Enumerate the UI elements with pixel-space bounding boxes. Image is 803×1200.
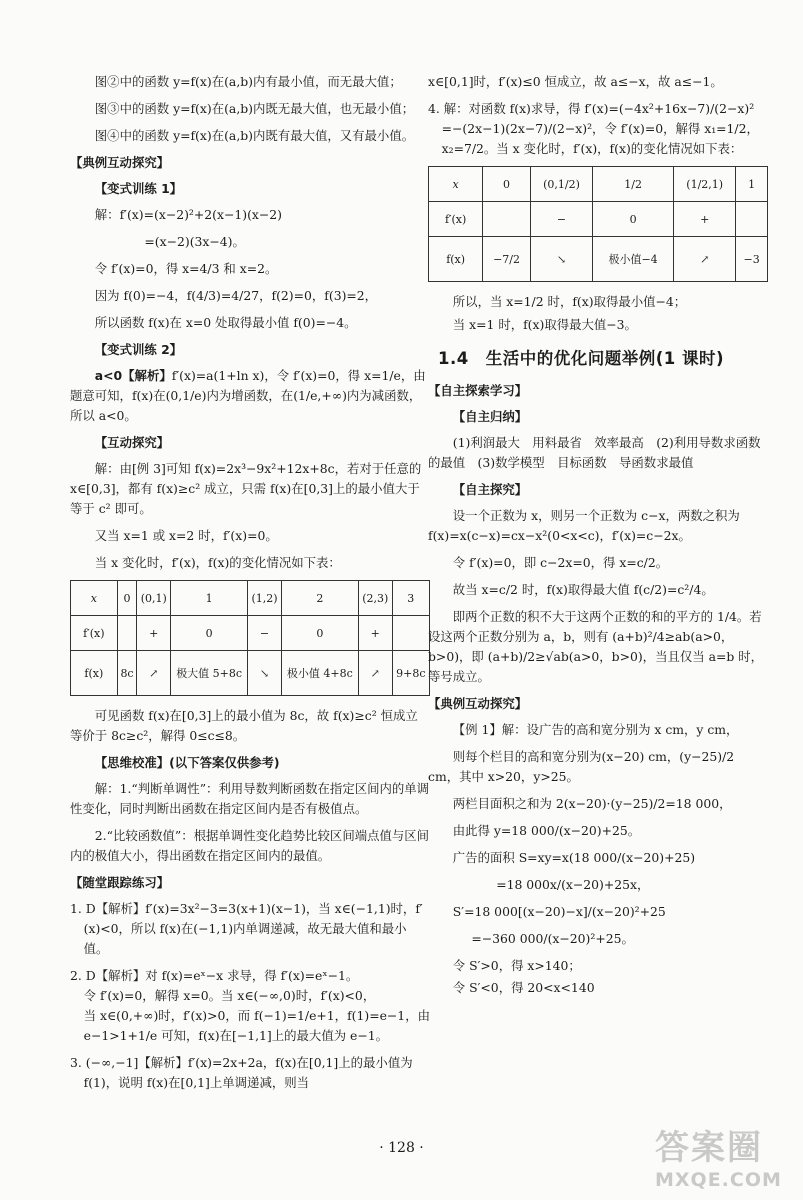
variation-table-right [428, 166, 768, 282]
table-cell: f(x) [429, 237, 483, 282]
table-cell: 1/2 [593, 167, 674, 202]
table-cell: ↗ [137, 651, 171, 696]
paragraph: 设一个正数为 x，则另一个正数为 c−x，两数之积为 f(x)=x(c−x)=cx−x²(0<x<c)，f′(x)=c−2x。 [428, 508, 740, 543]
subsection-heading: 【自主归纳】 [452, 409, 528, 424]
paragraph: 令 S′>0，得 x>140； [452, 958, 581, 973]
paragraph: 可见函数 f(x)在[0,3]上的最小值为 8c，故 f(x)≥c² 恒成立等价于 8c≥c²，解得 0≤c≤8。 [70, 708, 418, 743]
exercise-answer: 2. D【解析】对 f(x)=eˣ−x 求导，得 f′(x)=eˣ−1。 [70, 968, 359, 983]
watermark-text: 答案圈 [655, 1128, 763, 1168]
table-cell: 极小值 4+8c [281, 651, 358, 696]
table-row [71, 651, 430, 696]
paragraph: 2.“比较函数值”：根据单调性变化趋势比较区间端点值与区间内的极值大小，得出函数在指定区间内的最值。 [70, 828, 430, 863]
table-cell: (2,3) [358, 581, 392, 616]
table-row [429, 202, 768, 237]
table-cell: − [530, 202, 592, 237]
table-cell: 0 [171, 616, 248, 651]
table-cell: 极小值−4 [593, 237, 674, 282]
table-cell [736, 202, 768, 237]
table-cell: ↘ [530, 237, 592, 282]
table-cell: 0 [281, 616, 358, 651]
table-row [71, 616, 430, 651]
table-cell: 9+8c [392, 651, 429, 696]
paragraph: 即两个正数的积不大于这两个正数的和的平方的 1/4。若设这两个正数分别为 a，b，则有 (a+b)²/4≥ab(a>0，b>0)，即 (a+b)/2≥√ab(a>0，b>0)，当且仅当 a=b 时，等号成立。 [428, 609, 763, 684]
table-cell: 2 [281, 581, 358, 616]
exercise-answer: 令 f′(x)=0，解得 x=0。当 x∈(−∞,0)时，f′(x)<0， [83, 988, 376, 1003]
answer-paragraph [70, 366, 430, 426]
subsection-heading: 【变式训练 2】 [94, 342, 183, 357]
table-cell: (1,2) [248, 581, 282, 616]
paragraph: =−360 000/(x−20)²+25。 [471, 931, 634, 946]
paragraph: S′=18 000[(x−20)−x]/(x−20)²+25 [452, 904, 666, 919]
subsection-heading: 【互动探究】 [94, 435, 170, 450]
paragraph: 两栏目面积之和为 2(x−20)·(y−25)/2=18 000， [452, 796, 732, 811]
section-heading: 【典例互动探究】 [428, 696, 528, 711]
paragraph: 由此得 y=18 000/(x−20)+25。 [452, 823, 641, 838]
paragraph: =18 000x/(x−20)+25x， [496, 877, 650, 892]
paragraph: 则每个栏目的高和宽分别为(x−20) cm，(y−25)/2 cm，其中 x>20，y>25。 [428, 749, 735, 784]
table-cell: + [358, 616, 392, 651]
table-row [429, 167, 768, 202]
paragraph: (1)利润最大 用料最省 效率最高 (2)利用导数求函数的最值 (3)数学模型 目标函数 导函数求最值 [428, 435, 761, 470]
table-cell: (0,1/2) [530, 167, 592, 202]
exercise-answer: 3. (−∞,−1]【解析】f′(x)=2x+2a，f(x)在[0,1]上的最小值为 f(1)，说明 f(x)在[0,1]上单调递减，则当 [70, 1055, 413, 1090]
table-cell: ↘ [248, 651, 282, 696]
paragraph: 图④中的函数 y=f(x)在(a,b)内既有最大值，又有最小值。 [94, 128, 415, 143]
variation-table-left [70, 580, 430, 696]
solution-line: 令 f′(x)=0，得 x=4/3 和 x=2。 [94, 261, 278, 276]
solution-line: 所以函数 f(x)在 x=0 处取得最小值 f(0)=−4。 [94, 315, 357, 330]
paragraph: 令 S′<0，得 20<x<140 [452, 980, 595, 995]
paragraph: 解：由[例 3]可知 f(x)=2x³−9x²+12x+8c，若对于任意的 x∈[0,3]，都有 f(x)≥c² 成立，只需 f(x)在[0,3]上的最小值大于等于 c² 即可。 [70, 461, 422, 516]
subsection-heading: 【变式训练 1】 [94, 181, 183, 196]
paragraph: 故当 x=c/2 时，f(x)取得最大值 f(c/2)=c²/4。 [452, 582, 714, 597]
table-cell: −7/2 [483, 237, 531, 282]
table-cell [392, 616, 429, 651]
table-row [429, 237, 768, 282]
exercise-answer: 当 x∈(0,+∞)时，f′(x)>0，而 f(−1)=1/e+1，f(1)=e−1，由 e−1>1+1/e 可知，f(x)在[−1,1]上的最大值为 e−1。 [83, 1008, 430, 1043]
subsection-heading: 【思维校准】(以下答案仅供参考) [94, 755, 280, 770]
table-cell [483, 202, 531, 237]
paragraph: 解：1.“判断单调性”：利用导数判断函数在指定区间内的单调性变化，同时判断出函数在指定区间内是否有极值点。 [70, 781, 430, 816]
table-cell: 0 [483, 167, 531, 202]
section-heading: 【典例互动探究】 [70, 155, 170, 170]
paragraph: 广告的面积 S=xy=x(18 000/(x−20)+25) [452, 850, 696, 865]
exercise-answer: 4. 解：对函数 f(x)求导，得 f′(x)=(−4x²+16x−7)/(2−x)² =−(2x−1)(2x−7)/(2−x)²，令 f′(x)=0，解得 x₁=1/2，x₂=7/2。当 x 变化时，f′(x)，f(x)的变化情况如下表： [428, 101, 759, 156]
answer-tag: a<0【解析】 [94, 368, 172, 383]
paragraph: 又当 x=1 或 x=2 时，f′(x)=0。 [94, 528, 278, 543]
section-heading: 【随堂跟踪练习】 [70, 875, 170, 890]
table-cell: x [71, 581, 118, 616]
table-cell: ↗ [358, 651, 392, 696]
table-cell: 1 [736, 167, 768, 202]
table-cell: (0,1) [137, 581, 171, 616]
table-cell: 0 [593, 202, 674, 237]
section-heading: 【自主探索学习】 [428, 383, 528, 398]
table-cell: + [137, 616, 171, 651]
paragraph: x∈[0,1]时，f′(x)≤0 恒成立，故 a≤−x，故 a≤−1。 [428, 74, 723, 89]
table-row [71, 581, 430, 616]
table-cell: −3 [736, 237, 768, 282]
paragraph: 当 x 变化时，f′(x)，f(x)的变化情况如下表： [94, 555, 341, 570]
table-cell: 0 [117, 581, 137, 616]
table-cell: − [248, 616, 282, 651]
paragraph: 图③中的函数 y=f(x)在(a,b)内既无最大值，也无最小值； [94, 101, 415, 116]
paragraph: 图②中的函数 y=f(x)在(a,b)内有最小值，而无最大值； [94, 74, 402, 89]
exercise-answer: 1. D【解析】f′(x)=3x²−3=3(x+1)(x−1)，当 x∈(−1,1)时，f′(x)<0，所以 f(x)在(−1,1)内单调递减，故无最大值和最小值。 [70, 901, 423, 956]
table-cell: 极大值 5+8c [171, 651, 248, 696]
table-cell: x [429, 167, 483, 202]
table-cell: 8c [117, 651, 137, 696]
solution-line: 解：f′(x)=(x−2)²+2(x−1)(x−2) [94, 207, 283, 222]
watermark-url: MXQE.COM [655, 1169, 782, 1191]
answer-text: f′(x)=a(1+ln x)，令 f′(x)=0，得 x=1/e，由题意可知，f(x)在(0,1/e)内为增函数，在(1/e,+∞)内为减函数，所以 a<0。 [70, 368, 426, 423]
page-number: · 128 · [379, 1140, 424, 1156]
watermark-logo [655, 1120, 795, 1191]
paragraph: 【例 1】解：设广告的高和宽分别为 x cm，y cm， [452, 722, 739, 737]
table-cell: f(x) [71, 651, 118, 696]
subsection-heading: 【自主探究】 [452, 482, 528, 497]
paragraph: 当 x=1 时，f(x)取得最大值−3。 [452, 317, 637, 332]
table-cell: f′(x) [71, 616, 118, 651]
paragraph: 所以，当 x=1/2 时，f(x)取得最小值−4； [452, 294, 687, 309]
table-cell: 3 [392, 581, 429, 616]
paragraph: 令 f′(x)=0，即 c−2x=0，得 x=c/2。 [452, 555, 669, 570]
table-cell: 1 [171, 581, 248, 616]
table-cell: f′(x) [429, 202, 483, 237]
lesson-title: 1.4 生活中的优化问题举例(1 课时) [438, 349, 725, 368]
right-column [428, 72, 768, 1005]
table-cell: + [674, 202, 736, 237]
table-cell: (1/2,1) [674, 167, 736, 202]
solution-line: =(x−2)(3x−4)。 [144, 234, 245, 249]
table-cell: ↗ [674, 237, 736, 282]
solution-line: 因为 f(0)=−4，f(4/3)=4/27，f(2)=0，f(3)=2， [94, 288, 378, 303]
left-column [70, 72, 430, 1100]
table-cell [117, 616, 137, 651]
